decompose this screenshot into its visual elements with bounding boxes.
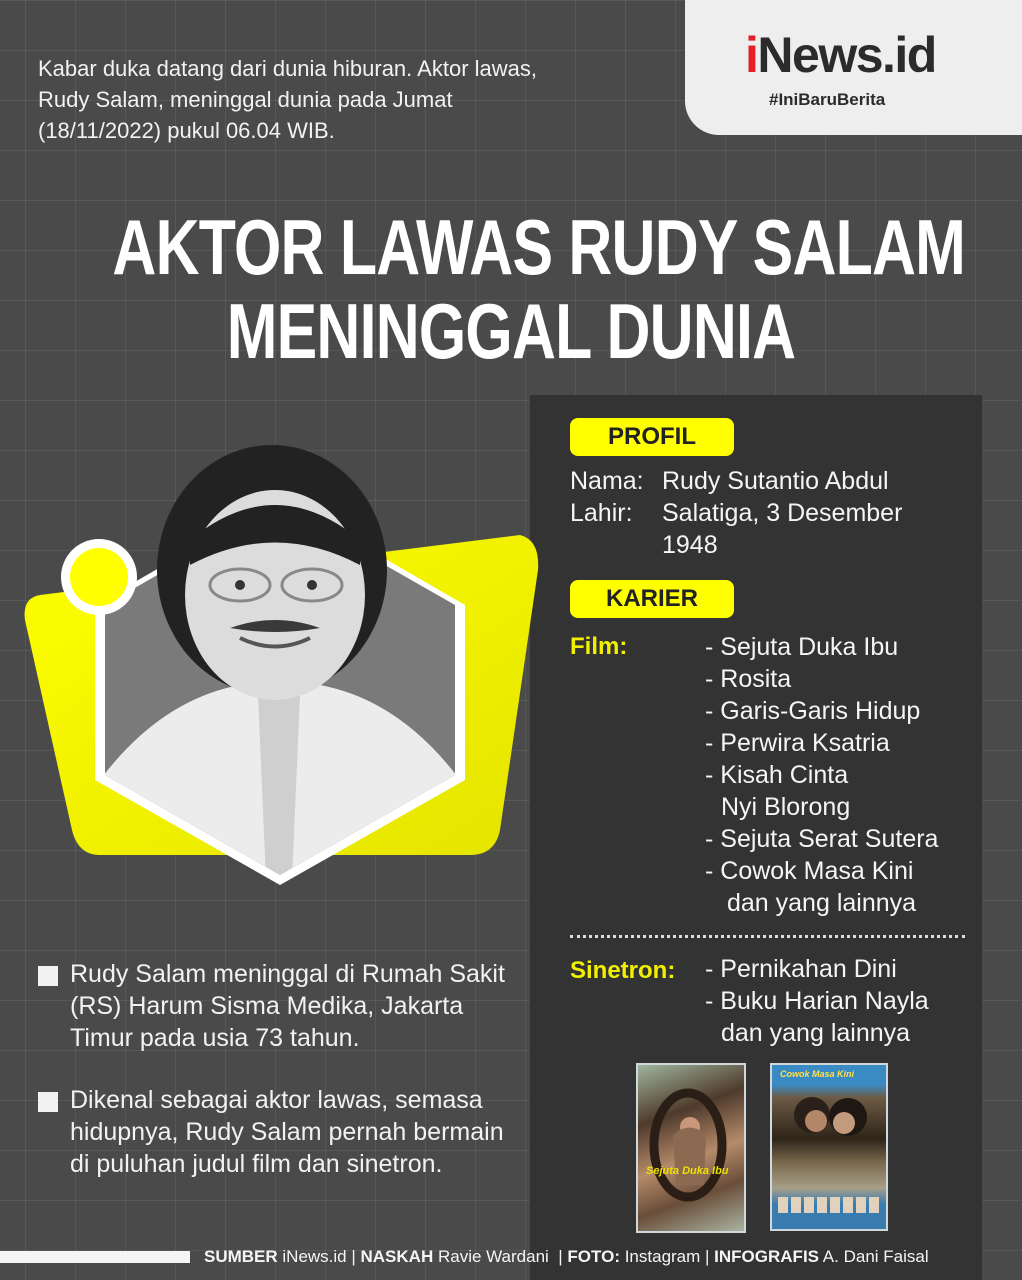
sinetron-list (705, 953, 929, 1049)
film-item: - Sejuta Serat Sutera (705, 825, 939, 853)
square-bullet-icon (38, 1092, 58, 1112)
career-heading: KARIER (570, 580, 734, 618)
film-item: - Sejuta Duka Ibu (705, 633, 899, 661)
bullet-text: Dikenal sebagai aktor lawas, semasa hidupnya, Rudy Salam pernah bermain di puluhan judul film dan sinetron. (70, 1086, 504, 1178)
logo-i: i (745, 27, 758, 83)
credits-footer (0, 1247, 1022, 1267)
profile-row-birth (570, 497, 903, 561)
brand-logo-box (685, 0, 1022, 135)
couple-photo-icon (772, 1065, 886, 1229)
bullet-item (38, 1084, 508, 1180)
bullet-item (38, 958, 508, 1054)
film-item: dan yang lainnya (727, 889, 917, 917)
page-title (112, 203, 966, 375)
portrait-photo (0, 380, 560, 950)
footer-bar (0, 1251, 190, 1263)
film-item: - Garis-Garis Hidup (705, 697, 921, 725)
poster-title: Sejuta Duka Ibu (646, 1165, 729, 1177)
credit-value: Instagram | (619, 1247, 715, 1266)
credit-label: FOTO: (567, 1247, 620, 1266)
credit-value: Ravie Wardani | (433, 1247, 568, 1266)
profile-label: Lahir: (570, 499, 633, 527)
info-panel (530, 395, 982, 1280)
sinetron-label: Sinetron: (570, 957, 676, 984)
credit-label: INFOGRAFIS (714, 1247, 820, 1266)
credit-value: iNews.id | (277, 1247, 361, 1266)
film-poster-sejuta-duka-ibu (636, 1063, 746, 1233)
title-line-2: MENINGGAL DUNIA (226, 287, 796, 375)
mirror-frame-icon (638, 1065, 744, 1231)
profile-heading: PROFIL (570, 418, 734, 456)
film-item: - Kisah Cinta (705, 761, 849, 789)
poster-title: Cowok Masa Kini (780, 1069, 855, 1079)
film-item: - Perwira Ksatria (705, 729, 890, 757)
dotted-divider (570, 935, 965, 938)
credits-text (204, 1247, 929, 1267)
film-item: - Rosita (705, 665, 792, 693)
film-item: - Cowok Masa Kini (705, 857, 914, 885)
credit-label: NASKAH (360, 1247, 434, 1266)
film-list (705, 631, 938, 919)
portrait-hexagon-icon (0, 380, 560, 950)
brand-logo (745, 27, 936, 83)
profile-label: Nama: (570, 467, 644, 495)
credit-value: A. Dani Faisal (819, 1247, 929, 1266)
square-bullet-icon (38, 966, 58, 986)
profile-value: Salatiga, 3 Desember 1948 (662, 499, 903, 559)
film-item: Nyi Blorong (721, 793, 851, 821)
profile-value: Rudy Sutantio Abdul (662, 467, 889, 495)
bullet-text: Rudy Salam meninggal di Rumah Sakit (RS) Harum Sisma Medika, Jakarta Timur pada usia 73 tahun. (70, 960, 505, 1052)
bullet-list (38, 958, 508, 1210)
title-line-1: AKTOR LAWAS RUDY SALAM (112, 203, 966, 291)
sinetron-item: - Buku Harian Nayla (705, 987, 929, 1015)
sinetron-item: - Pernikahan Dini (705, 955, 897, 983)
sinetron-item: dan yang lainnya (721, 1019, 911, 1047)
logo-rest: News.id (757, 27, 936, 83)
brand-tagline: #IniBaruBerita (769, 90, 886, 109)
film-poster-cowok-masa-kini (770, 1063, 888, 1231)
credit-label: SUMBER (204, 1247, 278, 1266)
profile-row-name (570, 465, 889, 497)
film-label: Film: (570, 633, 628, 660)
intro-text: Kabar duka datang dari dunia hiburan. Aktor lawas, Rudy Salam, meninggal dunia pada Jumat (18/11/2022) pukul 06.04 WIB. (38, 56, 537, 143)
